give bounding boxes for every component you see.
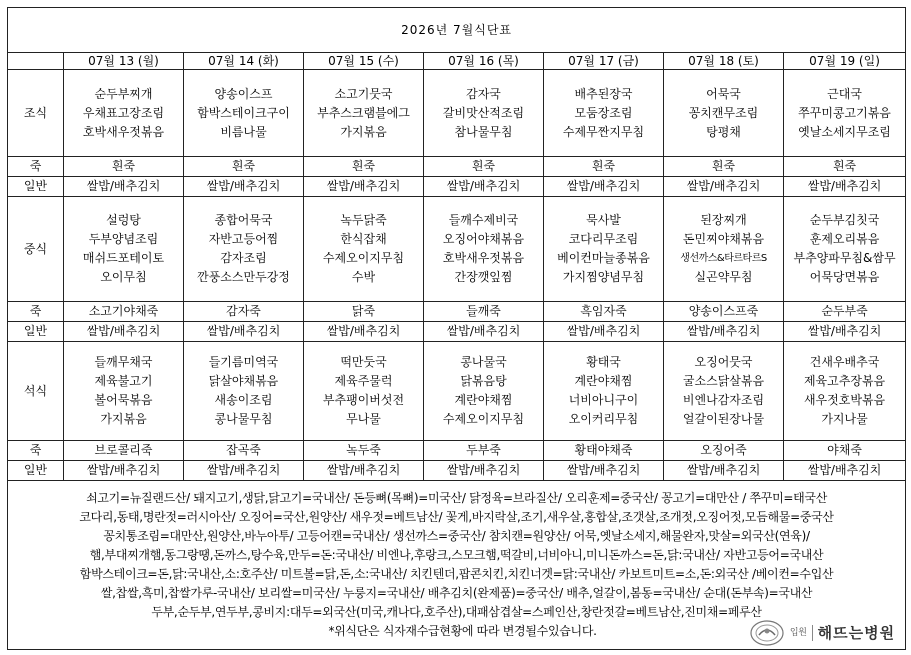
- hospital-emblem-icon: [749, 619, 785, 647]
- menu-item: 실곤약무침: [694, 270, 753, 284]
- porridge-cell: 황태야채죽: [544, 441, 664, 461]
- meal-label-breakfast: 조식: [8, 70, 64, 157]
- menu-item: 들깨수제비국: [448, 213, 519, 227]
- menu-cell: [664, 70, 784, 157]
- menu-item: 콩나물국: [460, 355, 507, 369]
- lunch-row: [8, 197, 906, 302]
- menu-item: 볼어묵볶음: [94, 393, 153, 407]
- menu-cell: [304, 197, 424, 302]
- menu-item: 제육불고기: [94, 374, 153, 388]
- regular-cell: 쌀밥/배추김치: [544, 177, 664, 197]
- porridge-cell: 들깨죽: [424, 302, 544, 322]
- porridge-cell: 소고기야채죽: [64, 302, 184, 322]
- origin-line: 쌀,찹쌀,흑미,찹쌀가루-국내산/ 보리쌀=미국산/ 누룽지=국내산/ 배추김치(완제품)=중국산/ 배추,얼갈이,봄동=국내산/ 순대(돈부속)=국내산: [100, 586, 813, 600]
- menu-item: 계란야채찜: [574, 374, 633, 388]
- menu-item: 들깨무채국: [94, 355, 153, 369]
- menu-item: 계란야채찜: [454, 393, 513, 407]
- origin-line: 햄,부대찌개햄,동그랑땡,돈까스,탕수육,만두=돈:국내산/ 비엔나,후랑크,스모크햄,떡갈비,너비아니,미니돈까스=돈,닭:국내산/ 자반고등어=국내산: [89, 548, 824, 562]
- origin-info: [8, 481, 906, 650]
- porridge-cell: 흰죽: [424, 157, 544, 177]
- row-label-porridge: 죽: [8, 441, 64, 461]
- lunch-porridge-row: [8, 302, 906, 322]
- menu-item: 오이커리무침: [568, 412, 639, 426]
- menu-cell: [424, 342, 544, 441]
- dinner-regular-row: [8, 461, 906, 481]
- porridge-cell: 양송이스프죽: [664, 302, 784, 322]
- menu-item: 오징어뭇국: [694, 355, 753, 369]
- breakfast-regular-row: [8, 177, 906, 197]
- menu-item: 닭볶음탕: [460, 374, 507, 388]
- regular-cell: 쌀밥/배추김치: [64, 177, 184, 197]
- regular-cell: 쌀밥/배추김치: [544, 461, 664, 481]
- menu-item: 순두부찌개: [94, 86, 153, 101]
- menu-cell: [184, 342, 304, 441]
- menu-item: 황태국: [586, 355, 621, 369]
- date-header: 07월 18 (토): [664, 53, 784, 70]
- regular-cell: 쌀밥/배추김치: [664, 322, 784, 342]
- menu-item: 순두부김칫국: [809, 213, 880, 227]
- regular-cell: 쌀밥/배추김치: [304, 322, 424, 342]
- menu-item: 무나물: [346, 412, 381, 426]
- menu-item: 설렁탕: [106, 213, 141, 227]
- menu-item: 새우젓호박볶음: [803, 393, 886, 407]
- page-title: 2026년 7월식단표: [8, 8, 906, 53]
- date-header: 07월 13 (월): [64, 53, 184, 70]
- menu-item: 우채표고장조림: [82, 105, 165, 120]
- dinner-row: [8, 342, 906, 441]
- menu-cell: [544, 70, 664, 157]
- date-header: 07월 17 (금): [544, 53, 664, 70]
- menu-item: 어묵국: [706, 86, 741, 101]
- menu-item: 간장깻잎찜: [454, 270, 513, 284]
- regular-cell: 쌀밥/배추김치: [304, 177, 424, 197]
- porridge-cell: 흰죽: [184, 157, 304, 177]
- regular-cell: 쌀밥/배추김치: [664, 461, 784, 481]
- menu-cell: [424, 197, 544, 302]
- lunch-regular-row: [8, 322, 906, 342]
- dinner-porridge-row: [8, 441, 906, 461]
- porridge-cell: 야채죽: [784, 441, 906, 461]
- menu-cell: [64, 70, 184, 157]
- porridge-cell: 흑임자죽: [544, 302, 664, 322]
- menu-cell: [544, 342, 664, 441]
- regular-cell: 쌀밥/배추김치: [184, 177, 304, 197]
- menu-item: 쭈꾸미콩고기볶음: [798, 105, 891, 120]
- date-header: 07월 16 (목): [424, 53, 544, 70]
- menu-cell: [64, 197, 184, 302]
- menu-cell: [664, 197, 784, 302]
- footer-note: *위식단은 식자재수급현황에 따라 변경될수있습니다.: [328, 624, 597, 638]
- porridge-cell: 오징어죽: [664, 441, 784, 461]
- origin-line: 꽁치통조림=대만산,원양산,바누아투/ 고등어캔=국내산/ 생선까스=중국산/ 참치캔=원양산/ 어묵,옛날소세지,해물완자,맛살=외국산(연육)/: [103, 529, 810, 543]
- date-header-row: [8, 53, 906, 70]
- menu-item: 갈비맛산적조림: [442, 105, 525, 120]
- date-header: 07월 15 (수): [304, 53, 424, 70]
- menu-item: 가지볶음: [100, 412, 147, 426]
- regular-cell: 쌀밥/배추김치: [64, 322, 184, 342]
- regular-cell: 쌀밥/배추김치: [544, 322, 664, 342]
- menu-item: 새송이조림: [214, 393, 273, 407]
- menu-item: 호박새우젓볶음: [442, 251, 525, 265]
- menu-item: 너비아니구이: [568, 393, 639, 407]
- porridge-cell: 두부죽: [424, 441, 544, 461]
- menu-item: 닭살야채볶음: [208, 374, 279, 388]
- origin-row: [8, 481, 906, 650]
- menu-item: 훈제오리볶음: [809, 232, 880, 246]
- regular-cell: 쌀밥/배추김치: [304, 461, 424, 481]
- menu-cell: [784, 342, 906, 441]
- menu-item: 자반고등어찜: [208, 232, 279, 246]
- menu-item: 가지찜양념무침: [562, 270, 645, 284]
- menu-cell: [304, 70, 424, 157]
- row-label-porridge: 죽: [8, 302, 64, 322]
- origin-line: 두부,순두부,연두부,콩비지:대두=외국산(미국,캐나다,호주산),대패삼겹살=스페인산,창란젓갈=베트남산,진미채=페루산: [151, 605, 762, 619]
- row-label-regular: 일반: [8, 461, 64, 481]
- menu-item: 녹두닭죽: [340, 213, 387, 227]
- menu-cell: [664, 342, 784, 441]
- menu-item: 호박새우젓볶음: [82, 124, 165, 139]
- menu-item: 함박스테이크구이: [197, 105, 290, 120]
- corner-cell: [8, 53, 64, 70]
- menu-item: 얼갈이된장나물: [682, 412, 765, 426]
- menu-item: 비름나물: [220, 124, 267, 139]
- menu-item: 옛날소세지무조림: [798, 124, 891, 139]
- menu-cell: [784, 70, 906, 157]
- breakfast-porridge-row: [8, 157, 906, 177]
- menu-item: 돈민찌야채볶음: [682, 232, 765, 246]
- menu-item: 부추스크램블에그: [317, 105, 410, 120]
- menu-item: 탕평채: [706, 124, 741, 139]
- menu-item: 깐풍소스만두강정: [197, 270, 290, 284]
- menu-item: 들기름미역국: [208, 355, 279, 369]
- regular-cell: 쌀밥/배추김치: [64, 461, 184, 481]
- menu-item: 감자국: [466, 86, 501, 101]
- porridge-cell: 순두부죽: [784, 302, 906, 322]
- logo-name: 해뜨는병원: [817, 623, 896, 642]
- menu-item: 근대국: [827, 86, 862, 101]
- menu-item: 가지나물: [821, 412, 868, 426]
- menu-item: 두부양념조림: [88, 232, 159, 246]
- row-label-porridge: 죽: [8, 157, 64, 177]
- breakfast-row: [8, 70, 906, 157]
- regular-cell: 쌀밥/배추김치: [784, 322, 906, 342]
- menu-item: 종합어묵국: [214, 213, 273, 227]
- menu-cell: [544, 197, 664, 302]
- menu-item: 감자조림: [220, 251, 267, 265]
- menu-item: 부추양파무침&쌈무: [793, 251, 896, 265]
- menu-item: 묵사발: [586, 213, 621, 227]
- menu-cell: [184, 197, 304, 302]
- porridge-cell: 흰죽: [544, 157, 664, 177]
- logo-divider: [812, 625, 813, 641]
- menu-item: 된장찌개: [700, 213, 747, 227]
- regular-cell: 쌀밥/배추김치: [424, 322, 544, 342]
- menu-item: 양송이스프: [214, 86, 273, 101]
- row-label-regular: 일반: [8, 177, 64, 197]
- menu-item: 한식잡채: [340, 232, 387, 246]
- menu-item: 부추팽이버섯전: [322, 393, 405, 407]
- menu-item: 수박: [351, 270, 376, 284]
- porridge-cell: 닭죽: [304, 302, 424, 322]
- menu-item: 모둠장조림: [574, 105, 633, 120]
- menu-item: 베이컨마늘종볶음: [557, 251, 650, 265]
- menu-item: 생선까스&타르타르S: [680, 253, 767, 264]
- menu-item: 떡만둣국: [340, 355, 387, 369]
- regular-cell: 쌀밥/배추김치: [784, 177, 906, 197]
- porridge-cell: 감자죽: [184, 302, 304, 322]
- porridge-cell: 흰죽: [64, 157, 184, 177]
- meal-label-dinner: 석식: [8, 342, 64, 441]
- menu-cell: [184, 70, 304, 157]
- menu-item: 배추된장국: [574, 86, 633, 101]
- porridge-cell: 브로콜리죽: [64, 441, 184, 461]
- regular-cell: 쌀밥/배추김치: [184, 322, 304, 342]
- menu-item: 수제오이지무침: [322, 251, 405, 265]
- menu-cell: [784, 197, 906, 302]
- menu-item: 굴소스닭살볶음: [682, 374, 765, 388]
- menu-cell: [304, 342, 424, 441]
- origin-line: 함박스테이크=돈,닭:국내산,소:호주산/ 미트볼=닭,돈,소:국내산/ 치킨텐더,팝콘치킨,치킨너겟=닭:국내산/ 카보트미트=소,돈:외국산 /베이컨=수입산: [79, 567, 834, 581]
- date-header: 07월 19 (일): [784, 53, 906, 70]
- origin-line: 코다리,동태,명란젓=러시아산/ 오징어=국산,원양산/ 새우젓=베트남산/ 꽃게,바지락살,조기,새우살,홍합살,조갯살,조개젓,오징어젓,모듬해물=중국산: [79, 510, 834, 524]
- meal-label-lunch: 중식: [8, 197, 64, 302]
- porridge-cell: 잡곡죽: [184, 441, 304, 461]
- menu-item: 비엔나감자조림: [682, 393, 765, 407]
- menu-item: 콩나물무침: [214, 412, 273, 426]
- menu-item: 제육고추장볶음: [803, 374, 886, 388]
- menu-item: 수제오이지무침: [442, 412, 525, 426]
- menu-item: 수제무짠지무침: [562, 124, 645, 139]
- regular-cell: 쌀밥/배추김치: [424, 177, 544, 197]
- hospital-logo: [749, 619, 895, 647]
- menu-table: [7, 7, 906, 650]
- menu-item: 참나물무침: [454, 124, 513, 139]
- regular-cell: 쌀밥/배추김치: [664, 177, 784, 197]
- menu-item: 소고기뭇국: [334, 86, 393, 101]
- menu-cell: [64, 342, 184, 441]
- menu-item: 코다리무조림: [568, 232, 639, 246]
- menu-item: 건새우배추국: [809, 355, 880, 369]
- menu-item: 매쉬드포테이토: [82, 251, 165, 265]
- date-header: 07월 14 (화): [184, 53, 304, 70]
- porridge-cell: 흰죽: [784, 157, 906, 177]
- menu-item: 가지볶음: [340, 124, 387, 139]
- menu-item: 꽁치캔무조림: [688, 105, 759, 120]
- menu-item: 오이무침: [100, 270, 147, 284]
- menu-item: 어묵당면볶음: [809, 270, 880, 284]
- porridge-cell: 흰죽: [664, 157, 784, 177]
- regular-cell: 쌀밥/배추김치: [424, 461, 544, 481]
- porridge-cell: 녹두죽: [304, 441, 424, 461]
- porridge-cell: 흰죽: [304, 157, 424, 177]
- origin-line: 쇠고기=뉴질랜드산/ 돼지고기,생닭,닭고기=국내산/ 돈등뼈(목뼈)=미국산/ 닭정육=브라질산/ 오리훈제=중국산/ 꽁고기=대만산 / 쭈꾸미=태국산: [86, 491, 827, 505]
- row-label-regular: 일반: [8, 322, 64, 342]
- logo-subtext: 입원: [789, 628, 807, 638]
- regular-cell: 쌀밥/배추김치: [184, 461, 304, 481]
- regular-cell: 쌀밥/배추김치: [784, 461, 906, 481]
- menu-item: 오징어야채볶음: [442, 232, 525, 246]
- menu-cell: [424, 70, 544, 157]
- menu-item: 제육주물럭: [334, 374, 393, 388]
